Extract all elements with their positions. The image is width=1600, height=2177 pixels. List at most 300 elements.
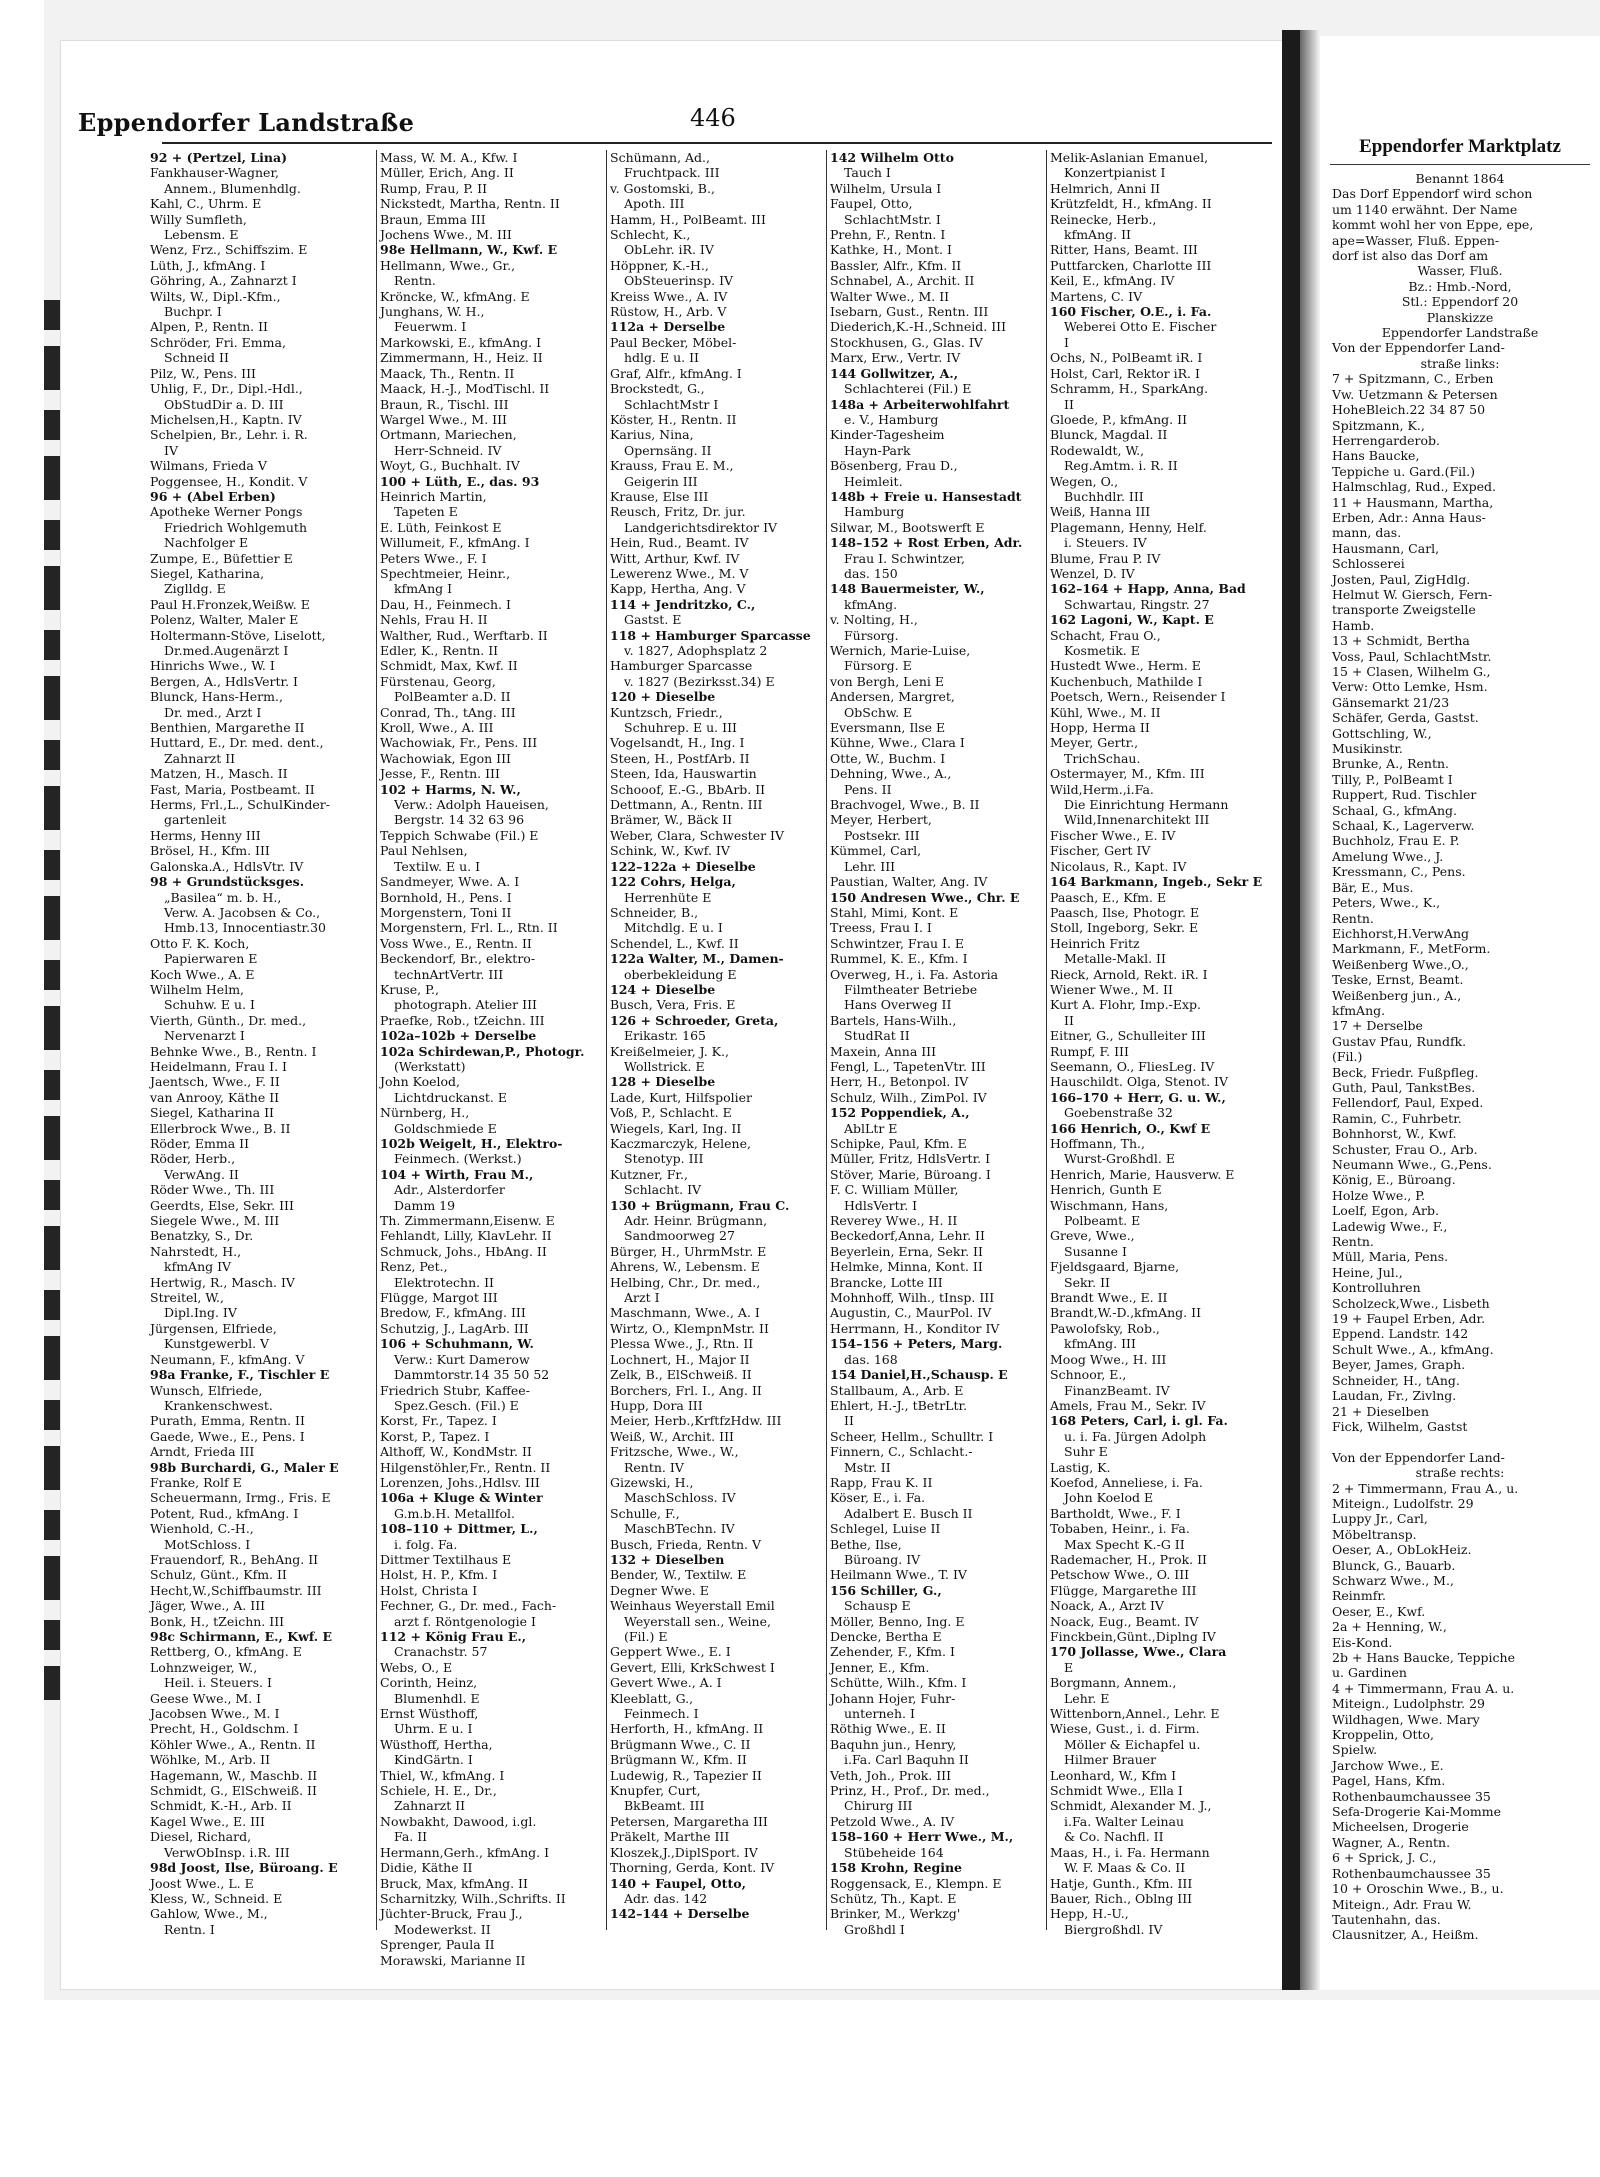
- resident-entry: Dammtorstr.14 35 50 52: [394, 1367, 550, 1383]
- resident-entry: Polbeamt. E: [1064, 1213, 1141, 1229]
- resident-entry: Holst, H. P., Kfm. I: [380, 1567, 498, 1583]
- resident-entry: Holst, Christa I: [380, 1582, 478, 1598]
- resident-entry: Geese Wwe., M. I: [150, 1690, 262, 1706]
- adjacent-page-entry: Sefa-Drogerie Kai-Momme: [1332, 1804, 1501, 1820]
- resident-entry: Helbing, Chr., Dr. med.,: [610, 1274, 761, 1290]
- resident-entry: Fankhauser-Wagner,: [150, 165, 280, 181]
- resident-entry: Hustedt Wwe., Herm. E: [1050, 658, 1201, 674]
- resident-entry: SchlachtMstr I: [624, 396, 719, 412]
- resident-entry: Lehr. III: [844, 858, 896, 874]
- resident-entry: Herms, Henny III: [150, 827, 261, 843]
- resident-entry: Schiele, H. E., Dr.,: [380, 1783, 497, 1799]
- adjacent-page-body: [1320, 171, 1600, 1943]
- resident-entry: Hopp, Herma II: [1050, 720, 1150, 736]
- resident-entry: v. Nolting, H.,: [830, 612, 918, 628]
- resident-entry: John Koelod E: [1064, 1490, 1154, 1506]
- resident-entry: Mitchdlg. E u. I: [624, 920, 723, 936]
- adjacent-page-entry: Peters, Wwe., K.,: [1332, 895, 1441, 911]
- house-number-entry: 126 + Schroeder, Greta,: [610, 1012, 779, 1028]
- street-title: Eppendorfer Landstraße: [78, 108, 415, 137]
- resident-entry: Kreiss Wwe., A. IV: [610, 288, 728, 304]
- resident-entry: Maack, Th., Rentn. II: [380, 365, 515, 381]
- resident-entry: Großhdl I: [844, 1921, 905, 1937]
- resident-entry: Köser, E., i. Fa.: [830, 1490, 926, 1506]
- resident-entry: Geerdts, Else, Sekr. III: [150, 1197, 294, 1213]
- resident-entry: Wilhelm Helm,: [150, 981, 245, 997]
- resident-entry: Holtermann-Stöve, Liselott,: [150, 627, 326, 643]
- resident-entry: Jacobsen Wwe., M. I: [150, 1706, 280, 1722]
- resident-entry: E: [1064, 1659, 1074, 1675]
- resident-entry: Textilw. E u. I: [394, 858, 481, 874]
- adjacent-page-entry: (Fil.): [1332, 1049, 1363, 1065]
- resident-entry: Thiel, W., kfmAng. I: [380, 1767, 505, 1783]
- resident-entry: Gaede, Wwe., E., Pens. I: [150, 1428, 305, 1444]
- column-divider: [606, 150, 607, 1930]
- resident-entry: Voß, P., Schlacht. E: [610, 1105, 732, 1121]
- resident-entry: Heinrich Martin,: [380, 488, 487, 504]
- resident-entry: v. 1827 (Bezirksst.34) E: [624, 673, 775, 689]
- resident-entry: Hamburger Sparcasse: [610, 658, 753, 674]
- resident-entry: Reinecke, Herb.,: [1050, 211, 1157, 227]
- house-number-entry: 140 + Faupel, Otto,: [610, 1875, 746, 1891]
- house-number-entry: 112a + Derselbe: [610, 319, 726, 335]
- resident-entry: Postsekr. III: [844, 827, 920, 843]
- resident-entry: Zelk, B., ElSchweiß. II: [610, 1367, 752, 1383]
- resident-entry: Kröncke, W., kfmAng. E: [380, 288, 530, 304]
- adjacent-page-entry: Wasser, Fluß.: [1417, 263, 1503, 279]
- adjacent-page-entry: Schlosserei: [1332, 556, 1405, 572]
- resident-entry: Kless, W., Schneid. E: [150, 1890, 283, 1906]
- resident-entry: Stallbaum, A., Arb. E: [830, 1382, 964, 1398]
- resident-entry: Biergroßhdl. IV: [1064, 1921, 1163, 1937]
- resident-entry: Mohnhoff, Wilh., tInsp. III: [830, 1290, 995, 1306]
- resident-entry: Hermann,Gerh., kfmAng. I: [380, 1844, 550, 1860]
- resident-entry: Karius, Nina,: [610, 427, 694, 443]
- resident-entry: Weiß, W., Archit. III: [610, 1428, 734, 1444]
- resident-entry: ObSteuerinsp. IV: [624, 273, 734, 289]
- adjacent-page-entry: Tautenhahn, das.: [1332, 1911, 1441, 1927]
- resident-entry: Greve, Wwe.,: [1050, 1228, 1135, 1244]
- resident-entry: Weberei Otto E. Fischer: [1064, 319, 1217, 335]
- resident-entry: Hein, Rud., Beamt. IV: [610, 535, 749, 551]
- resident-entry: Gevert Wwe., A. I: [610, 1675, 722, 1691]
- resident-entry: Lohnzweiger, W.,: [150, 1659, 258, 1675]
- adjacent-page-entry: Luppy Jr., Carl,: [1332, 1511, 1428, 1527]
- resident-entry: Pens. II: [844, 781, 892, 797]
- resident-entry: Keil, E., kfmAng. IV: [1050, 273, 1175, 289]
- adjacent-page-entry: Neumann Wwe., G.,Pens.: [1332, 1157, 1492, 1172]
- resident-entry: Holst, Carl, Rektor iR. I: [1050, 365, 1200, 381]
- resident-entry: Poggensee, H., Kondit. V: [150, 473, 308, 489]
- resident-entry: Brockstedt, G.,: [610, 381, 705, 397]
- resident-entry: Schnoor, E.,: [1050, 1367, 1127, 1383]
- resident-entry: hdlg. E u. II: [624, 350, 699, 366]
- resident-entry: Hepp, H.-U.,: [1050, 1906, 1129, 1922]
- resident-entry: Wienhold, C.-H.,: [150, 1521, 254, 1537]
- adjacent-page-entry: Schult Wwe., A., kfmAng.: [1332, 1341, 1494, 1357]
- resident-entry: Heil. i. Steuers. I: [164, 1675, 272, 1691]
- resident-entry: Fischer, Gert IV: [1050, 843, 1151, 859]
- resident-entry: Scheuermann, Irmg., Fris. E: [150, 1490, 331, 1506]
- resident-entry: Jenner, E., Kfm.: [830, 1659, 930, 1675]
- resident-entry: das. 150: [844, 565, 898, 581]
- resident-entry: Wischmann, Hans,: [1050, 1197, 1169, 1213]
- adjacent-page-entry: Spitzmann, K.,: [1332, 417, 1425, 433]
- resident-entry: Geppert Wwe., E. I: [610, 1644, 731, 1660]
- resident-entry: Rüstow, H., Arb. V: [610, 304, 727, 320]
- resident-entry: Schwartau, Ringstr. 27: [1064, 596, 1210, 612]
- resident-entry: Fritzsche, Wwe., W.,: [610, 1444, 739, 1460]
- resident-entry: Röder Wwe., Th. III: [150, 1182, 275, 1198]
- resident-entry: Herr-Schneid. IV: [394, 442, 502, 458]
- resident-entry: Jürgensen, Elfriede,: [150, 1320, 277, 1336]
- adjacent-page-entry: Von der Eppendorfer Land-: [1332, 1449, 1505, 1465]
- resident-entry: Schlegel, Luise II: [830, 1521, 941, 1537]
- resident-entry: MotSchloss. I: [164, 1536, 251, 1552]
- resident-entry: MaschBTechn. IV: [624, 1521, 735, 1537]
- resident-entry: Didie, Käthe II: [380, 1860, 473, 1876]
- adjacent-page-entry: Bz.: Hmb.-Nord,: [1408, 278, 1512, 294]
- resident-entry: Silwar, M., Bootswerft E: [830, 519, 985, 535]
- resident-entry: Leonhard, W., Kfm I: [1050, 1767, 1177, 1783]
- resident-entry: v. Gostomski, B.,: [610, 180, 715, 196]
- resident-entry: Siegele Wwe., M. III: [150, 1213, 280, 1229]
- adjacent-page-entry: Schaal, K., Lagerverw.: [1332, 818, 1475, 834]
- binding-edge-marks: [44, 300, 60, 1700]
- resident-entry: Stockhusen, G., Glas. IV: [830, 334, 983, 350]
- resident-entry: Kurt A. Flohr, Imp.-Exp.: [1050, 997, 1201, 1013]
- resident-entry: Schneider, B.,: [610, 904, 699, 920]
- resident-entry: Wegen, O.,: [1050, 473, 1119, 489]
- resident-entry: Markowski, E., kfmAng. I: [380, 334, 542, 350]
- house-number-entry: 170 Jollasse, Wwe., Clara: [1050, 1644, 1227, 1660]
- resident-entry: Elektrotechn. II: [394, 1274, 494, 1290]
- resident-entry: Dettmann, A., Rentn. III: [610, 797, 763, 813]
- adjacent-page-entry: Holze Wwe., P.: [1332, 1187, 1426, 1203]
- resident-entry: IV: [164, 442, 178, 458]
- resident-entry: Kroll, Wwe., A. III: [380, 720, 494, 736]
- adjacent-page-entry: Beck, Friedr. Fußpfleg.: [1332, 1064, 1479, 1080]
- adjacent-page-entry: Josten, Paul, ZigHdlg.: [1332, 571, 1471, 587]
- column-divider: [826, 150, 827, 1930]
- resident-entry: Schuhrep. E u. III: [624, 720, 737, 736]
- resident-entry: Krützfeldt, H., kfmAng. II: [1050, 196, 1212, 212]
- resident-entry: Huttard, E., Dr. med. dent.,: [150, 735, 324, 751]
- adjacent-page-entry: 2a + Henning, W.,: [1332, 1619, 1447, 1635]
- resident-entry: Poetsch, Wern., Reisender I: [1050, 689, 1226, 705]
- resident-entry: Hecht,W.,Schiffbaumstr. III: [150, 1582, 322, 1598]
- house-number-entry: 142–144 + Derselbe: [610, 1906, 750, 1922]
- house-number-entry: 106a + Kluge & Winter: [380, 1490, 543, 1506]
- resident-entry: Jesse, F., Rentn. III: [380, 766, 500, 782]
- resident-entry: Nickstedt, Martha, Rentn. II: [380, 196, 560, 212]
- resident-entry: Rentn.: [394, 273, 436, 289]
- resident-entry: Wenzel, D. IV: [1050, 565, 1135, 581]
- resident-entry: Matzen, H., Masch. II: [150, 766, 288, 782]
- resident-entry: Brügmann Wwe., C. II: [610, 1736, 751, 1752]
- directory-column-4: [830, 150, 1044, 1937]
- resident-entry: Möller, Benno, Ing. E: [830, 1613, 965, 1629]
- resident-entry: Kagel Wwe., E. III: [150, 1813, 265, 1829]
- adjacent-page-entry: Laudan, Fr., Zivlng.: [1332, 1388, 1457, 1404]
- resident-entry: Wunsch, Elfriede,: [150, 1382, 263, 1398]
- resident-entry: Lichtdruckanst. E: [394, 1089, 507, 1105]
- adjacent-page-entry: Markmann, F., MetForm.: [1332, 941, 1491, 957]
- resident-entry: Reusch, Fritz, Dr. jur.: [610, 504, 746, 520]
- resident-entry: Friedrich Wohlgemuth: [164, 519, 307, 535]
- resident-entry: Hamburg: [844, 504, 905, 520]
- resident-entry: Buchpr. I: [164, 304, 222, 320]
- resident-entry: Degner Wwe. E: [610, 1582, 709, 1598]
- resident-entry: Paul H.Fronzek,Weißw. E: [150, 596, 310, 612]
- resident-entry: Finckbein,Günt.,Diplng IV: [1050, 1629, 1216, 1644]
- resident-entry: Schink, W., Kwf. IV: [610, 843, 730, 859]
- resident-entry: Pawolofsky, Rob.,: [1050, 1320, 1160, 1336]
- resident-entry: Dencke, Bertha E: [830, 1629, 942, 1644]
- resident-entry: Uhlig, F., Dr., Dipl.-Hdl.,: [150, 381, 303, 397]
- resident-entry: Fechner, G., Dr. med., Fach-: [380, 1598, 557, 1614]
- resident-entry: Wargel Wwe., M. III: [380, 411, 507, 427]
- resident-entry: Lebensm. E: [164, 227, 239, 243]
- resident-entry: Schuhw. E u. I: [164, 997, 255, 1013]
- resident-entry: Schmuck, Johs., HbAng. II: [380, 1243, 547, 1259]
- resident-entry: Johann Hojer, Fuhr-: [830, 1690, 956, 1706]
- resident-entry: Schendel, L., Kwf. II: [610, 935, 739, 951]
- resident-entry: Teppich Schwabe (Fil.) E: [380, 827, 539, 843]
- resident-entry: Bauer, Rich., Oblng III: [1050, 1890, 1193, 1906]
- resident-entry: Wirtz, O., KlempnMstr. II: [610, 1320, 769, 1336]
- resident-entry: Treess, Frau I. I: [830, 920, 932, 936]
- resident-entry: Bethe, Ilse,: [830, 1536, 902, 1552]
- house-number-entry: 124 + Dieselbe: [610, 981, 716, 997]
- resident-entry: Fengl, L., TapetenVtr. III: [830, 1058, 986, 1074]
- resident-entry: kfmAng IV: [164, 1259, 232, 1275]
- resident-entry: Hayn-Park: [844, 442, 911, 458]
- adjacent-page-entry: Teske, Ernst, Beamt.: [1332, 972, 1464, 988]
- resident-entry: Uhrm. E u. I: [394, 1721, 473, 1737]
- resident-entry: Thorning, Gerda, Kont. IV: [610, 1860, 775, 1876]
- resident-entry: Bürger, H., UhrmMstr. E: [610, 1243, 767, 1259]
- resident-entry: Nicolaus, R., Kapt. IV: [1050, 858, 1187, 874]
- adjacent-page-entry: Hausmann, Carl,: [1332, 540, 1440, 556]
- resident-entry: (Werkstatt): [394, 1058, 466, 1074]
- resident-entry: Köster, H., Rentn. II: [610, 411, 737, 427]
- resident-entry: Kunstgewerbl. V: [164, 1336, 270, 1352]
- resident-entry: Graf, Alfr., kfmAng. I: [610, 365, 742, 381]
- adjacent-page-entry: Eis-Kond.: [1332, 1634, 1393, 1650]
- resident-entry: photograph. Atelier III: [394, 997, 537, 1013]
- resident-entry: Suhr E: [1064, 1444, 1108, 1460]
- resident-entry: Witt, Arthur, Kwf. IV: [610, 550, 740, 566]
- resident-entry: Lastig, K.: [1050, 1459, 1111, 1475]
- resident-entry: Busch, Vera, Fris. E: [610, 997, 736, 1013]
- resident-entry: Cranachstr. 57: [394, 1644, 488, 1660]
- adjacent-page-entry: 4 + Timmermann, Frau A. u.: [1332, 1680, 1515, 1696]
- resident-entry: Büroang. IV: [844, 1551, 921, 1567]
- resident-entry: Hmb.13, Innocentiastr.30: [164, 920, 326, 936]
- resident-entry: Hamm, H., PolBeamt. III: [610, 211, 766, 227]
- scan-margin: [0, 0, 44, 2177]
- resident-entry: Wachowiak, Egon III: [380, 750, 511, 766]
- resident-entry: Maxein, Anna III: [830, 1043, 937, 1059]
- resident-entry: Kuntzsch, Friedr.,: [610, 704, 723, 720]
- house-number-entry: 144 Gollwitzer, A.,: [830, 365, 959, 381]
- adjacent-page-entry: Weißenberg jun., A.,: [1332, 987, 1462, 1003]
- resident-entry: ObSchw. E: [844, 704, 913, 720]
- resident-entry: i. folg. Fa.: [394, 1536, 458, 1552]
- resident-entry: Meyer, Gertr.,: [1050, 735, 1139, 751]
- resident-entry: Brügmann W., Kfm. II: [610, 1752, 747, 1768]
- resident-entry: Steen, H., PostfArb. II: [610, 750, 750, 766]
- adjacent-page-entry: Fellendorf, Paul, Exped.: [1332, 1095, 1484, 1111]
- house-number-entry: 158 Krohn, Regine: [830, 1860, 962, 1876]
- resident-entry: Hinrichs Wwe., W. I: [150, 658, 275, 674]
- adjacent-page-entry: Möbeltransp.: [1332, 1526, 1417, 1542]
- resident-entry: Herrenhüte E: [624, 889, 712, 905]
- resident-entry: Rodewaldt, W.,: [1050, 442, 1145, 458]
- resident-entry: Voss Wwe., E., Rentn. II: [380, 935, 532, 951]
- resident-entry: G.m.b.H. Metallfol.: [394, 1505, 515, 1521]
- adjacent-page-entry: Micheelsen, Drogerie: [1332, 1819, 1469, 1835]
- column-divider: [376, 150, 377, 1930]
- resident-entry: Kühne, Wwe., Clara I: [830, 735, 965, 751]
- adjacent-page-entry: Schneider, H., tAng.: [1332, 1372, 1460, 1388]
- adjacent-page-entry: Rentn.: [1332, 1234, 1374, 1250]
- resident-entry: Feinmech. (Werkst.): [394, 1151, 522, 1167]
- resident-entry: Flügge, Margarethe III: [1050, 1582, 1197, 1598]
- resident-entry: Herms, Frl.,L., SchulKinder-: [150, 797, 330, 813]
- resident-entry: II: [844, 1413, 854, 1429]
- resident-entry: Kloszek,J.,DiplSport. IV: [610, 1844, 758, 1860]
- resident-entry: Meyer, Herbert,: [830, 812, 932, 828]
- resident-entry: Nachfolger E: [164, 535, 249, 551]
- resident-entry: Bösenberg, Frau D.,: [830, 458, 958, 474]
- resident-entry: Hellmann, Wwe., Gr.,: [380, 257, 516, 273]
- house-number-entry: 112 + König Frau E.,: [380, 1629, 527, 1644]
- resident-entry: Hauschildt. Olga, Stenot. IV: [1050, 1074, 1228, 1090]
- house-number-entry: 96 + (Abel Erben): [150, 488, 276, 504]
- house-number-entry: 154–156 + Peters, Marg.: [830, 1336, 1003, 1352]
- resident-entry: Dr.med.Augenärzt I: [164, 643, 289, 658]
- house-number-entry: 122a Walter, M., Damen-: [610, 951, 784, 967]
- house-number-entry: 156 Schiller, G.,: [830, 1582, 942, 1598]
- resident-entry: Brandt Wwe., E. II: [1050, 1290, 1168, 1306]
- resident-entry: Adr. das. 142: [624, 1890, 708, 1906]
- adjacent-page-entry: Gustav Pfau, Rundfk.: [1332, 1033, 1467, 1049]
- resident-entry: Noack, A., Arzt IV: [1050, 1598, 1164, 1614]
- resident-entry: technArtVertr. III: [394, 966, 504, 982]
- adjacent-page-entry: Weißenberg Wwe.,O.,: [1332, 956, 1469, 972]
- resident-entry: Melik-Aslanian Emanuel,: [1050, 150, 1209, 165]
- resident-entry: Opernsäng. II: [624, 442, 712, 458]
- resident-entry: Gastst. E: [624, 612, 682, 628]
- resident-entry: Spez.Gesch. (Fil.) E: [394, 1397, 519, 1413]
- resident-entry: Rump, Frau, P. II: [380, 180, 488, 196]
- resident-entry: Schulz, Wilh., ZimPol. IV: [830, 1089, 987, 1105]
- resident-entry: Webs, O., E: [380, 1659, 453, 1675]
- adjacent-page-entry: Pagel, Hans, Kfm.: [1332, 1773, 1446, 1789]
- resident-entry: Prinz, H., Prof., Dr. med.,: [830, 1783, 990, 1799]
- resident-entry: StudRat II: [844, 1028, 910, 1044]
- resident-entry: Wurst-Großhdl. E: [1064, 1151, 1175, 1167]
- adjacent-page-entry: Miteign., Adr. Frau W.: [1332, 1896, 1472, 1912]
- resident-entry: Ehlert, H.-J., tBetrLtr.: [830, 1397, 968, 1413]
- resident-entry: Knupfer, Curt,: [610, 1783, 701, 1799]
- adjacent-page-entry: Schwarz Wwe., M.,: [1332, 1572, 1454, 1588]
- adjacent-page-entry: Gänsemarkt 21/23: [1332, 694, 1450, 710]
- adjacent-page-entry: 13 + Schmidt, Bertha: [1332, 633, 1470, 649]
- resident-entry: Borchers, Frl. I., Ang. II: [610, 1382, 762, 1398]
- resident-entry: Metalle-Makl. II: [1064, 951, 1166, 967]
- resident-entry: Herforth, H., kfmAng. II: [610, 1721, 764, 1737]
- adjacent-page-entry: Ladewig Wwe., F.,: [1332, 1218, 1448, 1234]
- adjacent-page-entry: Eppendorfer Landstraße: [1381, 325, 1539, 341]
- resident-entry: Weiß, Hanna III: [1050, 504, 1151, 520]
- resident-entry: Schramm, H., SparkAng.: [1050, 381, 1209, 397]
- adjacent-page-entry: Müll, Maria, Pens.: [1332, 1249, 1449, 1265]
- adjacent-page-entry: Eppend. Landstr. 142: [1332, 1326, 1469, 1342]
- resident-entry: Arndt, Frieda III: [150, 1444, 255, 1460]
- resident-entry: Nervenarzt I: [164, 1028, 245, 1044]
- resident-entry: Kaczmarczyk, Helene,: [610, 1136, 751, 1151]
- house-number-entry: 148 Bauermeister, W.,: [830, 581, 985, 597]
- house-number-entry: 162–164 + Happ, Anna, Bad: [1050, 581, 1246, 597]
- resident-entry: Filmtheater Betriebe: [844, 981, 978, 997]
- adjacent-page-entry: Erben, Adr.: Anna Haus-: [1332, 509, 1486, 525]
- resident-entry: Franke, Rolf E: [150, 1474, 242, 1490]
- header-rule: [162, 142, 1272, 144]
- resident-entry: Plessa Wwe., J., Rtn. II: [610, 1336, 754, 1352]
- resident-entry: Paasch, E., Kfm. E: [1050, 889, 1167, 905]
- adjacent-page-entry: Miteign., Ludolphstr. 29: [1332, 1696, 1486, 1712]
- adjacent-page-entry: Verw: Otto Lemke, Hsm.: [1332, 679, 1488, 695]
- resident-entry: Schneid II: [164, 350, 229, 366]
- resident-entry: Chirurg III: [844, 1798, 913, 1814]
- resident-entry: BkBeamt. III: [624, 1798, 705, 1814]
- adjacent-page-entry: Spielw.: [1332, 1742, 1378, 1758]
- resident-entry: Overweg, H., i. Fa. Astoria: [830, 966, 999, 982]
- resident-entry: Gahlow, Wwe., M.,: [150, 1906, 268, 1922]
- resident-entry: Ludewig, R., Tapezier II: [610, 1767, 762, 1783]
- resident-entry: Heimleit.: [844, 473, 903, 489]
- resident-entry: Schmidt, K.-H., Arb. II: [150, 1798, 292, 1814]
- house-number-entry: 102 + Harms, N. W.,: [380, 781, 521, 797]
- resident-entry: Petschow Wwe., O. III: [1050, 1567, 1190, 1583]
- resident-entry: Wenz, Frz., Schiffszim. E: [150, 242, 308, 258]
- resident-entry: Jochens Wwe., M. III: [380, 227, 512, 243]
- house-number-entry: 158–160 + Herr Wwe., M.,: [830, 1829, 1014, 1845]
- resident-entry: Fehlandt, Lilly, KlavLehr. II: [380, 1228, 552, 1244]
- resident-entry: Junghans, W. H.,: [380, 304, 485, 320]
- adjacent-page-entry: 2b + Hans Baucke, Teppiche: [1332, 1650, 1515, 1665]
- house-number-entry: 98d Joost, Ilse, Büroang. E: [150, 1860, 338, 1876]
- resident-entry: Wild,Herm.,i.Fa.: [1050, 781, 1154, 797]
- resident-entry: Wöhlke, M., Arb. II: [150, 1752, 271, 1768]
- adjacent-page-entry: Miteign., Ludolfstr. 29: [1332, 1495, 1474, 1511]
- adjacent-page-entry: 2 + Timmermann, Frau A., u.: [1332, 1480, 1519, 1496]
- resident-entry: Eversmann, Ilse E: [830, 720, 946, 736]
- resident-entry: u. i. Fa. Jürgen Adolph: [1064, 1428, 1207, 1444]
- adjacent-page-entry: Fick, Wilhelm, Gastst: [1332, 1418, 1468, 1434]
- resident-entry: Jaentsch, Wwe., F. II: [150, 1074, 280, 1090]
- adjacent-page-entry: Schaal, G., kfmAng.: [1332, 802, 1458, 818]
- house-number-entry: 162 Lagoni, W., Kapt. E: [1050, 612, 1214, 628]
- resident-entry: Walter Wwe., M. II: [830, 288, 950, 304]
- resident-entry: Höppner, K.-H.,: [610, 257, 709, 273]
- adjacent-page-entry: Heine, Jul.,: [1332, 1264, 1403, 1280]
- directory-column-1: [150, 150, 374, 1937]
- adjacent-page-entry: dorf ist also das Dorf am: [1332, 248, 1489, 264]
